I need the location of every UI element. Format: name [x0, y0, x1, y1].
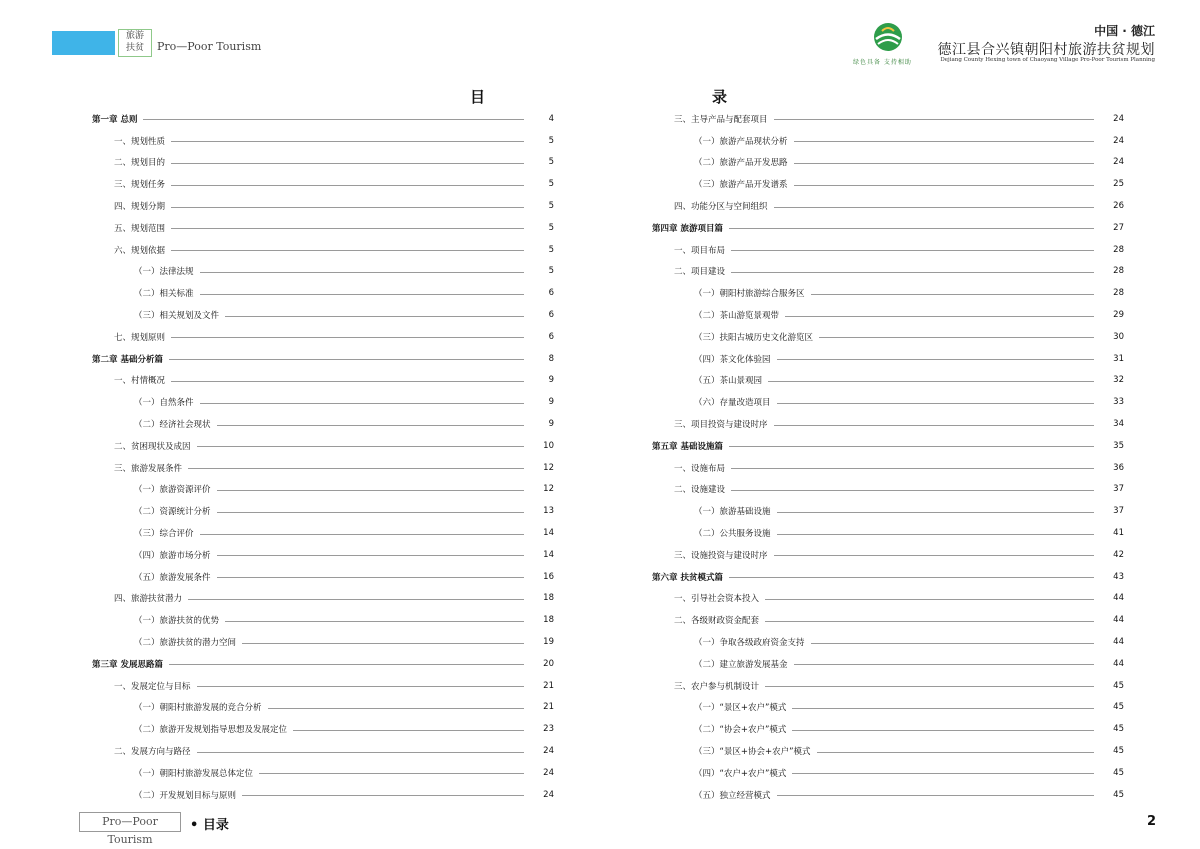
toc-leader-line	[169, 664, 524, 665]
toc-entry[interactable]	[652, 544, 1124, 566]
toc-leader-line	[200, 294, 524, 295]
toc-entry[interactable]	[92, 697, 554, 719]
toc-entry[interactable]	[92, 391, 554, 413]
toc-entry[interactable]	[92, 239, 554, 261]
toc-leader-line	[217, 425, 524, 426]
toc-entry-label: （五）旅游发展条件	[134, 572, 211, 583]
toc-entry[interactable]	[92, 348, 554, 370]
toc-entry[interactable]	[652, 588, 1124, 610]
toc-entry[interactable]	[92, 326, 554, 348]
toc-entry-label: 一、设施布局	[674, 463, 726, 474]
toc-entry-page: 43	[1113, 571, 1124, 582]
toc-leader-line	[731, 490, 1094, 491]
toc-leader-line	[197, 752, 524, 753]
toc-entry[interactable]	[652, 391, 1124, 413]
toc-entry[interactable]	[652, 609, 1124, 631]
toc-entry[interactable]	[652, 239, 1124, 261]
toc-leader-line	[225, 316, 524, 317]
toc-entry-page: 35	[1113, 440, 1124, 451]
toc-entry-label: 一、项目布局	[674, 245, 726, 256]
toc-entry-label: （二）“协会+农户”模式	[694, 725, 787, 736]
toc-entry-page: 9	[548, 419, 554, 430]
toc-entry[interactable]	[652, 697, 1124, 719]
toc-entry[interactable]	[92, 653, 554, 675]
toc-entry-label: 六、规划依据	[114, 245, 166, 256]
toc-entry-label: 四、规划分期	[114, 202, 166, 213]
toc-leader-line	[197, 686, 524, 687]
toc-entry-page: 20	[543, 658, 554, 669]
toc-leader-line	[171, 228, 524, 229]
toc-entry-page: 45	[1113, 789, 1124, 800]
toc-entry[interactable]	[652, 740, 1124, 762]
toc-entry-label: （二）茶山游览景观带	[694, 311, 780, 322]
toc-entry-label: （三）“景区+协会+农户”模式	[694, 747, 811, 757]
toc-entry-label: 二、设施建设	[674, 485, 726, 496]
toc-entry-label: 二、发展方向与路径	[114, 747, 191, 757]
toc-entry-label: （一）“景区+农户”模式	[694, 703, 787, 714]
toc-entry-page: 5	[548, 201, 554, 212]
toc-entry[interactable]	[92, 522, 554, 544]
toc-title-right: 录	[712, 88, 728, 106]
toc-entry-page: 37	[1113, 506, 1124, 517]
toc-leader-line	[242, 795, 524, 796]
toc-entry[interactable]	[92, 762, 554, 784]
toc-entry[interactable]	[92, 500, 554, 522]
toc-leader-line	[777, 403, 1094, 404]
toc-entry-page: 29	[1113, 310, 1124, 321]
toc-leader-line	[729, 577, 1094, 578]
logo-line-1: 旅游	[125, 31, 144, 41]
toc-entry-page: 41	[1113, 528, 1124, 539]
toc-leader-line	[188, 468, 524, 469]
toc-entry-page: 44	[1113, 658, 1124, 669]
toc-leader-line	[765, 686, 1094, 687]
toc-leader-line	[731, 468, 1094, 469]
toc-entry-page: 8	[548, 353, 554, 364]
toc-entry-label: 三、旅游发展条件	[114, 463, 183, 474]
toc-entry-label: （二）经济社会现状	[134, 420, 211, 431]
toc-entry-page: 6	[548, 331, 554, 342]
toc-entry[interactable]	[92, 566, 554, 588]
toc-leader-line	[811, 643, 1094, 644]
toc-entry-page: 6	[548, 310, 554, 321]
toc-entry-label: （一）争取各级政府资金支持	[694, 638, 805, 649]
toc-entry-page: 23	[543, 724, 554, 735]
toc-entry-label: （一）朝阳村旅游发展的竞合分析	[134, 703, 262, 714]
plan-title: 德江县合兴镇朝阳村旅游扶贫规划	[937, 42, 1155, 58]
toc-entry-page: 32	[1113, 375, 1124, 386]
toc-entry-page: 21	[543, 702, 554, 713]
toc-entry-page: 26	[1113, 201, 1124, 212]
toc-leader-line	[777, 512, 1094, 513]
toc-entry-label: （五）独立经营模式	[694, 790, 771, 801]
toc-leader-line	[811, 294, 1094, 295]
toc-entry-page: 14	[543, 528, 554, 539]
toc-entry[interactable]	[652, 152, 1124, 174]
toc-entry-label: （一）朝阳村旅游发展总体定位	[134, 768, 254, 779]
header-region: 中国 · 德江	[1094, 24, 1155, 38]
toc-entry[interactable]	[652, 457, 1124, 479]
toc-entry-page: 24	[1113, 157, 1124, 168]
toc-entry[interactable]	[652, 718, 1124, 740]
footer-page-number: 2	[1146, 814, 1156, 829]
village-emblem-icon	[872, 22, 904, 52]
toc-leader-line	[242, 643, 524, 644]
toc-entry-label: （二）旅游开发规划指导思想及发展定位	[134, 725, 288, 736]
toc-entry[interactable]	[652, 370, 1124, 392]
toc-leader-line	[171, 185, 524, 186]
toc-entry-label: （一）法律法规	[134, 267, 194, 278]
toc-entry-page: 36	[1113, 462, 1124, 473]
toc-entry[interactable]	[652, 675, 1124, 697]
toc-leader-line	[188, 599, 524, 600]
toc-entry[interactable]	[652, 130, 1124, 152]
toc-entry[interactable]	[92, 718, 554, 740]
toc-leader-line	[774, 119, 1094, 120]
toc-entry[interactable]	[92, 152, 554, 174]
toc-entry-label: （五）茶山景观园	[694, 376, 763, 387]
toc-entry-page: 12	[543, 462, 554, 473]
toc-leader-line	[197, 446, 524, 447]
toc-entry[interactable]	[652, 522, 1124, 544]
toc-entry-label: （一）旅游资源评价	[134, 485, 211, 496]
toc-leader-line	[731, 250, 1094, 251]
toc-leader-line	[293, 730, 524, 731]
toc-entry-page: 16	[543, 571, 554, 582]
poverty-tourism-logo	[118, 29, 152, 57]
toc-entry-label: 三、规划任务	[114, 180, 166, 191]
toc-leader-line	[765, 599, 1094, 600]
toc-leader-line	[794, 163, 1094, 164]
toc-entry[interactable]	[652, 108, 1124, 130]
toc-entry-page: 33	[1113, 397, 1124, 408]
toc-leader-line	[171, 381, 524, 382]
toc-entry-label: 二、项目建设	[674, 267, 726, 278]
toc-entry-page: 14	[543, 549, 554, 560]
toc-entry[interactable]	[652, 784, 1124, 806]
toc-leader-line	[794, 141, 1094, 142]
toc-entry-page: 30	[1113, 331, 1124, 342]
toc-entry[interactable]	[652, 326, 1124, 348]
toc-leader-line	[819, 337, 1094, 338]
toc-entry-label: 四、功能分区与空间组织	[674, 202, 768, 213]
toc-entry-page: 24	[1113, 113, 1124, 124]
toc-entry-label: （二）开发规划目标与原则	[134, 790, 237, 801]
toc-entry-label: （四）旅游市场分析	[134, 550, 211, 561]
toc-leader-line	[794, 185, 1094, 186]
toc-entry[interactable]	[652, 195, 1124, 217]
toc-entry[interactable]	[652, 304, 1124, 326]
toc-entry-page: 45	[1113, 746, 1124, 756]
toc-entry-page: 44	[1113, 637, 1124, 648]
toc-entry[interactable]	[92, 108, 554, 130]
toc-entry-label: 二、规划目的	[114, 158, 166, 169]
toc-entry-page: 9	[548, 375, 554, 386]
toc-leader-line	[217, 512, 524, 513]
toc-entry-label: 第四章 旅游项目篇	[652, 223, 723, 234]
toc-entry[interactable]	[652, 631, 1124, 653]
toc-entry-page: 19	[543, 637, 554, 648]
toc-entry[interactable]	[92, 631, 554, 653]
toc-entry[interactable]	[92, 457, 554, 479]
toc-entry[interactable]	[92, 282, 554, 304]
toc-leader-line	[171, 250, 524, 251]
toc-leader-line	[171, 337, 524, 338]
toc-entry-page: 27	[1113, 222, 1124, 233]
toc-entry-label: 四、旅游扶贫潜力	[114, 594, 183, 605]
toc-entry-page: 6	[548, 288, 554, 299]
toc-leader-line	[777, 795, 1094, 796]
toc-entry-label: （一）朝阳村旅游综合服务区	[694, 289, 805, 300]
toc-leader-line	[225, 621, 524, 622]
toc-entry[interactable]	[92, 370, 554, 392]
toc-entry-page: 28	[1113, 244, 1124, 255]
toc-entry[interactable]	[652, 500, 1124, 522]
toc-entry-label: （一）旅游扶贫的优势	[134, 616, 220, 627]
toc-entry[interactable]	[92, 784, 554, 806]
toc-leader-line	[217, 555, 524, 556]
toc-entry-label: （二）建立旅游发展基金	[694, 659, 788, 670]
toc-entry-page: 18	[543, 615, 554, 626]
toc-entry-page: 12	[543, 484, 554, 495]
plan-subtitle-en: Dejiang County Hexing town of Chaoyang Village Pro-Poor Tourism Planning	[940, 57, 1155, 63]
toc-entry[interactable]	[652, 173, 1124, 195]
toc-entry-page: 44	[1113, 593, 1124, 604]
toc-entry-page: 45	[1113, 680, 1124, 691]
toc-entry-page: 45	[1113, 767, 1124, 778]
toc-entry-page: 28	[1113, 288, 1124, 299]
toc-leader-line	[731, 272, 1094, 273]
toc-leader-line	[171, 141, 524, 142]
toc-leader-line	[259, 773, 524, 774]
toc-entry-label: （三）扶阳古城历史文化游览区	[694, 332, 814, 343]
toc-entry[interactable]	[652, 435, 1124, 457]
toc-leader-line	[268, 708, 524, 709]
toc-entry-page: 5	[548, 135, 554, 146]
toc-leader-line	[785, 316, 1094, 317]
toc-entry[interactable]	[92, 588, 554, 610]
toc-entry-label: 五、规划范围	[114, 223, 166, 234]
toc-entry-label: （一）旅游产品现状分析	[694, 136, 788, 147]
toc-leader-line	[217, 490, 524, 491]
toc-entry[interactable]	[652, 653, 1124, 675]
toc-title-left: 目	[470, 88, 486, 106]
toc-leader-line	[774, 207, 1094, 208]
toc-entry-page: 34	[1113, 419, 1124, 430]
toc-entry[interactable]	[92, 413, 554, 435]
toc-entry-label: 七、规划原则	[114, 332, 166, 343]
header-pro-poor-text: Pro—Poor Tourism	[157, 40, 262, 53]
toc-entry-page: 13	[543, 506, 554, 517]
toc-leader-line	[792, 708, 1094, 709]
toc-entry[interactable]	[92, 544, 554, 566]
toc-entry-label: 第二章 基础分析篇	[92, 354, 163, 365]
toc-entry-page: 5	[548, 244, 554, 255]
toc-left-column	[92, 108, 554, 806]
toc-entry-page: 24	[543, 767, 554, 778]
toc-entry[interactable]	[652, 762, 1124, 784]
toc-entry-page: 45	[1113, 724, 1124, 735]
toc-leader-line	[774, 555, 1094, 556]
toc-entry[interactable]	[652, 261, 1124, 283]
logo-line-2: 扶贫	[125, 43, 144, 53]
toc-entry-label: （一）自然条件	[134, 398, 194, 409]
toc-entry-page: 10	[543, 440, 554, 451]
toc-entry-page: 25	[1113, 179, 1124, 190]
toc-leader-line	[729, 228, 1094, 229]
toc-entry[interactable]	[92, 261, 554, 283]
toc-entry-label: （一）旅游基础设施	[694, 507, 771, 518]
toc-entry-label: （二）旅游产品开发思路	[694, 158, 788, 169]
toc-leader-line	[217, 577, 524, 578]
toc-leader-line	[169, 359, 524, 360]
toc-leader-line	[200, 272, 524, 273]
toc-leader-line	[768, 381, 1094, 382]
toc-right-column	[652, 108, 1124, 806]
toc-entry-page: 21	[543, 680, 554, 691]
toc-leader-line	[774, 425, 1094, 426]
toc-entry[interactable]	[652, 348, 1124, 370]
toc-entry[interactable]	[92, 609, 554, 631]
toc-entry-page: 37	[1113, 484, 1124, 495]
footer-section-label: • 目录	[190, 818, 229, 833]
toc-entry-page: 45	[1113, 702, 1124, 713]
toc-entry-label: 第五章 基础设施篇	[652, 441, 723, 452]
toc-leader-line	[777, 534, 1094, 535]
toc-leader-line	[171, 163, 524, 164]
toc-entry-label: （三）旅游产品开发谱系	[694, 180, 788, 191]
toc-entry[interactable]	[92, 304, 554, 326]
toc-entry[interactable]	[92, 479, 554, 501]
toc-leader-line	[200, 534, 524, 535]
toc-entry-label: （四）“农户+农户”模式	[694, 768, 787, 779]
toc-leader-line	[792, 730, 1094, 731]
header-color-bar	[52, 31, 115, 55]
toc-entry-page: 18	[543, 593, 554, 604]
toc-entry-label: 一、村情概况	[114, 376, 166, 387]
toc-entry-label: （四）茶文化体验园	[694, 354, 771, 365]
toc-leader-line	[765, 621, 1094, 622]
toc-entry-page: 9	[548, 397, 554, 408]
header-slogan: 绿色具备 支持相助	[853, 59, 912, 66]
toc-entry-page: 28	[1113, 266, 1124, 277]
toc-leader-line	[143, 119, 524, 120]
toc-entry-page: 5	[548, 266, 554, 277]
toc-leader-line	[792, 773, 1094, 774]
toc-entry[interactable]	[652, 479, 1124, 501]
toc-entry-label: 二、各级财政资金配套	[674, 616, 760, 627]
toc-entry-label: 第六章 扶贫模式篇	[652, 572, 723, 583]
toc-entry-label: （二）旅游扶贫的潜力空间	[134, 638, 237, 649]
toc-entry-label: （二）资源统计分析	[134, 507, 211, 518]
toc-entry[interactable]	[92, 675, 554, 697]
toc-entry-page: 5	[548, 222, 554, 233]
toc-entry-label: （三）相关规划及文件	[134, 311, 220, 322]
toc-entry[interactable]	[92, 130, 554, 152]
toc-entry[interactable]	[92, 435, 554, 457]
toc-entry-label: （三）综合评价	[134, 529, 194, 540]
toc-entry[interactable]	[652, 282, 1124, 304]
toc-entry-page: 42	[1113, 549, 1124, 560]
toc-entry-label: 二、贫困现状及成因	[114, 441, 191, 452]
toc-entry[interactable]	[652, 217, 1124, 239]
toc-entry-label: （二）公共服务设施	[694, 529, 771, 540]
toc-entry-page: 44	[1113, 615, 1124, 626]
toc-entry[interactable]	[652, 413, 1124, 435]
toc-entry-page: 5	[548, 179, 554, 190]
toc-entry-label: 三、主导产品与配套项目	[674, 114, 768, 125]
toc-entry-page: 24	[543, 746, 554, 756]
toc-entry-label: 第一章 总则	[92, 114, 138, 125]
toc-entry[interactable]	[652, 566, 1124, 588]
toc-entry-label: 一、规划性质	[114, 136, 166, 147]
toc-entry-label: （六）存量改造项目	[694, 398, 771, 409]
toc-entry-label: 一、发展定位与目标	[114, 681, 191, 692]
toc-leader-line	[200, 403, 524, 404]
toc-entry-label: 三、项目投资与建设时序	[674, 420, 768, 431]
toc-entry[interactable]	[92, 195, 554, 217]
toc-leader-line	[817, 752, 1094, 753]
toc-entry-page: 24	[1113, 135, 1124, 146]
toc-entry-label: （二）相关标准	[134, 289, 194, 300]
toc-leader-line	[777, 359, 1094, 360]
toc-entry[interactable]	[92, 217, 554, 239]
toc-entry[interactable]	[92, 740, 554, 762]
toc-leader-line	[794, 664, 1094, 665]
toc-leader-line	[729, 446, 1094, 447]
toc-entry-page: 24	[543, 789, 554, 800]
toc-entry-label: 第三章 发展思路篇	[92, 659, 163, 670]
toc-entry-page: 5	[548, 157, 554, 168]
toc-entry-label: 三、农户参与机制设计	[674, 681, 760, 692]
toc-entry-label: 一、引导社会资本投入	[674, 594, 760, 605]
toc-entry[interactable]	[92, 173, 554, 195]
toc-leader-line	[171, 207, 524, 208]
toc-entry-label: 三、设施投资与建设时序	[674, 550, 768, 561]
footer-pro-poor-badge: Pro—Poor Tourism	[79, 812, 181, 832]
toc-entry-page: 4	[548, 113, 554, 124]
toc-entry-page: 31	[1113, 353, 1124, 364]
